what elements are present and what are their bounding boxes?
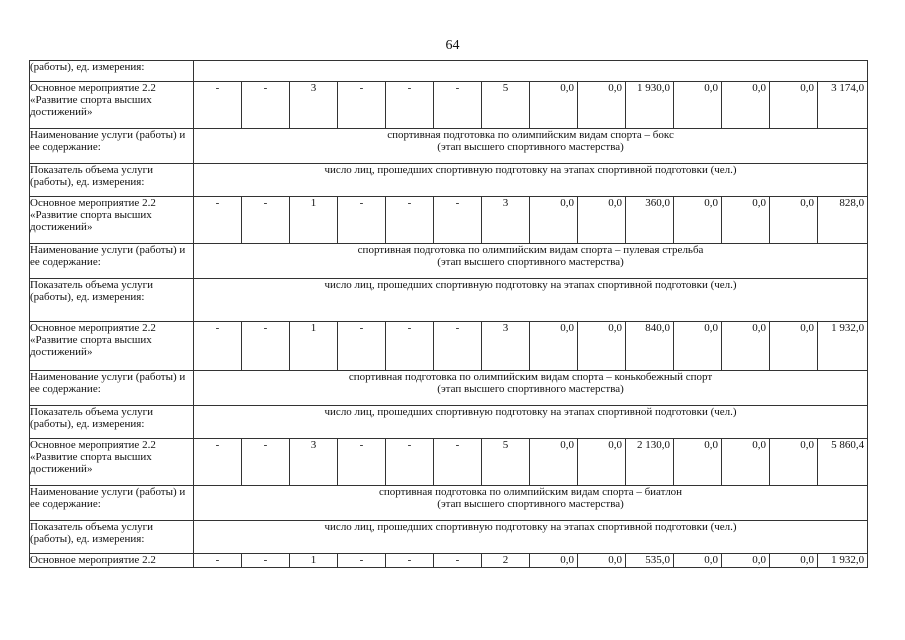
value-cell: 1 930,0	[626, 82, 674, 129]
value-cell: 0,0	[530, 197, 578, 244]
service-content	[194, 129, 868, 164]
value-cell: -	[338, 322, 386, 371]
empty-cell	[194, 61, 868, 82]
value-cell: 0,0	[578, 197, 626, 244]
value-cell: -	[386, 197, 434, 244]
table-row	[30, 197, 868, 244]
value-cell: 840,0	[626, 322, 674, 371]
indicator-label: Показатель объема услуги (работы), ед. измерения:	[30, 164, 194, 197]
indicator-text: число лиц, прошедших спортивную подготовку на этапах спортивной подготовки (чел.)	[194, 406, 868, 439]
indicator-text: число лиц, прошедших спортивную подготовку на этапах спортивной подготовки (чел.)	[194, 279, 868, 322]
value-cell: 0,0	[674, 554, 722, 568]
value-cell: -	[194, 554, 242, 568]
value-cell: -	[242, 322, 290, 371]
service-stage: (этап высшего спортивного мастерства)	[437, 141, 624, 153]
value-cell: -	[386, 439, 434, 486]
value-cell: 0,0	[674, 322, 722, 371]
value-cell: 0,0	[770, 322, 818, 371]
value-cell: 0,0	[770, 439, 818, 486]
row-label: (работы), ед. измерения:	[30, 61, 194, 82]
value-cell: 3	[290, 439, 338, 486]
value-cell: 2 130,0	[626, 439, 674, 486]
value-cell: 0,0	[578, 554, 626, 568]
service-label: Наименование услуги (работы) и ее содержание:	[30, 244, 194, 279]
indicator-label: Показатель объема услуги (работы), ед. измерения:	[30, 279, 194, 322]
value-cell: 0,0	[578, 322, 626, 371]
value-cell: -	[338, 82, 386, 129]
value-cell: 0,0	[674, 197, 722, 244]
value-cell: 0,0	[770, 82, 818, 129]
table-row	[30, 279, 868, 322]
service-content	[194, 371, 868, 406]
value-cell: 5	[482, 82, 530, 129]
value-cell: -	[386, 322, 434, 371]
service-label: Наименование услуги (работы) и ее содержание:	[30, 486, 194, 521]
value-cell: -	[194, 322, 242, 371]
value-cell: -	[338, 197, 386, 244]
value-cell: -	[242, 82, 290, 129]
value-cell: -	[194, 197, 242, 244]
value-cell: 0,0	[578, 82, 626, 129]
table-row	[30, 244, 868, 279]
value-cell: -	[434, 554, 482, 568]
value-cell: 0,0	[722, 197, 770, 244]
table-row	[30, 61, 868, 82]
service-name: спортивная подготовка по олимпийским видам спорта – пулевая стрельба	[357, 244, 704, 256]
table-row	[30, 371, 868, 406]
value-cell: -	[194, 82, 242, 129]
service-name: спортивная подготовка по олимпийским видам спорта – бокс	[387, 129, 674, 141]
indicator-text: число лиц, прошедших спортивную подготовку на этапах спортивной подготовки (чел.)	[194, 164, 868, 197]
value-cell: -	[242, 554, 290, 568]
table-row	[30, 406, 868, 439]
service-label: Наименование услуги (работы) и ее содержание:	[30, 129, 194, 164]
service-label: Наименование услуги (работы) и ее содержание:	[30, 371, 194, 406]
measure-label: Основное мероприятие 2.2 «Развитие спорта высших достижений»	[30, 197, 194, 244]
value-cell: 1	[290, 197, 338, 244]
value-cell: 3 174,0	[818, 82, 868, 129]
value-cell: 828,0	[818, 197, 868, 244]
measure-label: Основное мероприятие 2.2 «Развитие спорта высших достижений»	[30, 82, 194, 129]
value-cell: 0,0	[770, 554, 818, 568]
service-name: спортивная подготовка по олимпийским видам спорта – биатлон	[379, 486, 683, 498]
value-cell: 5	[482, 439, 530, 486]
value-cell: 535,0	[626, 554, 674, 568]
indicator-label: Показатель объема услуги (работы), ед. измерения:	[30, 521, 194, 554]
value-cell: 1 932,0	[818, 554, 868, 568]
value-cell: -	[434, 197, 482, 244]
service-stage: (этап высшего спортивного мастерства)	[437, 498, 624, 510]
value-cell: 5 860,4	[818, 439, 868, 486]
value-cell: 1	[290, 322, 338, 371]
value-cell: 0,0	[578, 439, 626, 486]
value-cell: 0,0	[722, 554, 770, 568]
value-cell: 0,0	[530, 322, 578, 371]
value-cell: 3	[482, 197, 530, 244]
indicator-text: число лиц, прошедших спортивную подготовку на этапах спортивной подготовки (чел.)	[194, 521, 868, 554]
value-cell: 2	[482, 554, 530, 568]
measure-label: Основное мероприятие 2.2 «Развитие спорта высших достижений»	[30, 439, 194, 486]
value-cell: 0,0	[530, 554, 578, 568]
value-cell: 0,0	[722, 82, 770, 129]
value-cell: 1	[290, 554, 338, 568]
value-cell: -	[242, 197, 290, 244]
page-number: 64	[445, 38, 460, 53]
service-content	[194, 244, 868, 279]
value-cell: 360,0	[626, 197, 674, 244]
table-row	[30, 486, 868, 521]
service-content	[194, 486, 868, 521]
value-cell: 0,0	[674, 82, 722, 129]
service-stage: (этап высшего спортивного мастерства)	[437, 383, 624, 395]
value-cell: -	[386, 82, 434, 129]
value-cell: 0,0	[722, 322, 770, 371]
value-cell: 0,0	[722, 439, 770, 486]
value-cell: 0,0	[674, 439, 722, 486]
service-stage: (этап высшего спортивного мастерства)	[437, 256, 624, 268]
value-cell: -	[434, 82, 482, 129]
value-cell: -	[242, 439, 290, 486]
table-row	[30, 129, 868, 164]
table-row	[30, 554, 868, 568]
service-name: спортивная подготовка по олимпийским видам спорта – конькобежный спорт	[348, 371, 713, 383]
table-row	[30, 521, 868, 554]
value-cell: -	[338, 554, 386, 568]
table-row	[30, 82, 868, 129]
value-cell: 1 932,0	[818, 322, 868, 371]
value-cell: 0,0	[530, 82, 578, 129]
services-table	[29, 60, 868, 568]
value-cell: 0,0	[770, 197, 818, 244]
value-cell: -	[434, 439, 482, 486]
measure-label: Основное мероприятие 2.2	[30, 554, 194, 568]
value-cell: 0,0	[530, 439, 578, 486]
table-row	[30, 439, 868, 486]
table-row	[30, 322, 868, 371]
value-cell: 3	[482, 322, 530, 371]
value-cell: -	[386, 554, 434, 568]
value-cell: -	[434, 322, 482, 371]
measure-label: Основное мероприятие 2.2 «Развитие спорта высших достижений»	[30, 322, 194, 371]
value-cell: -	[338, 439, 386, 486]
value-cell: -	[194, 439, 242, 486]
value-cell: 3	[290, 82, 338, 129]
table-row	[30, 164, 868, 197]
indicator-label: Показатель объема услуги (работы), ед. измерения:	[30, 406, 194, 439]
